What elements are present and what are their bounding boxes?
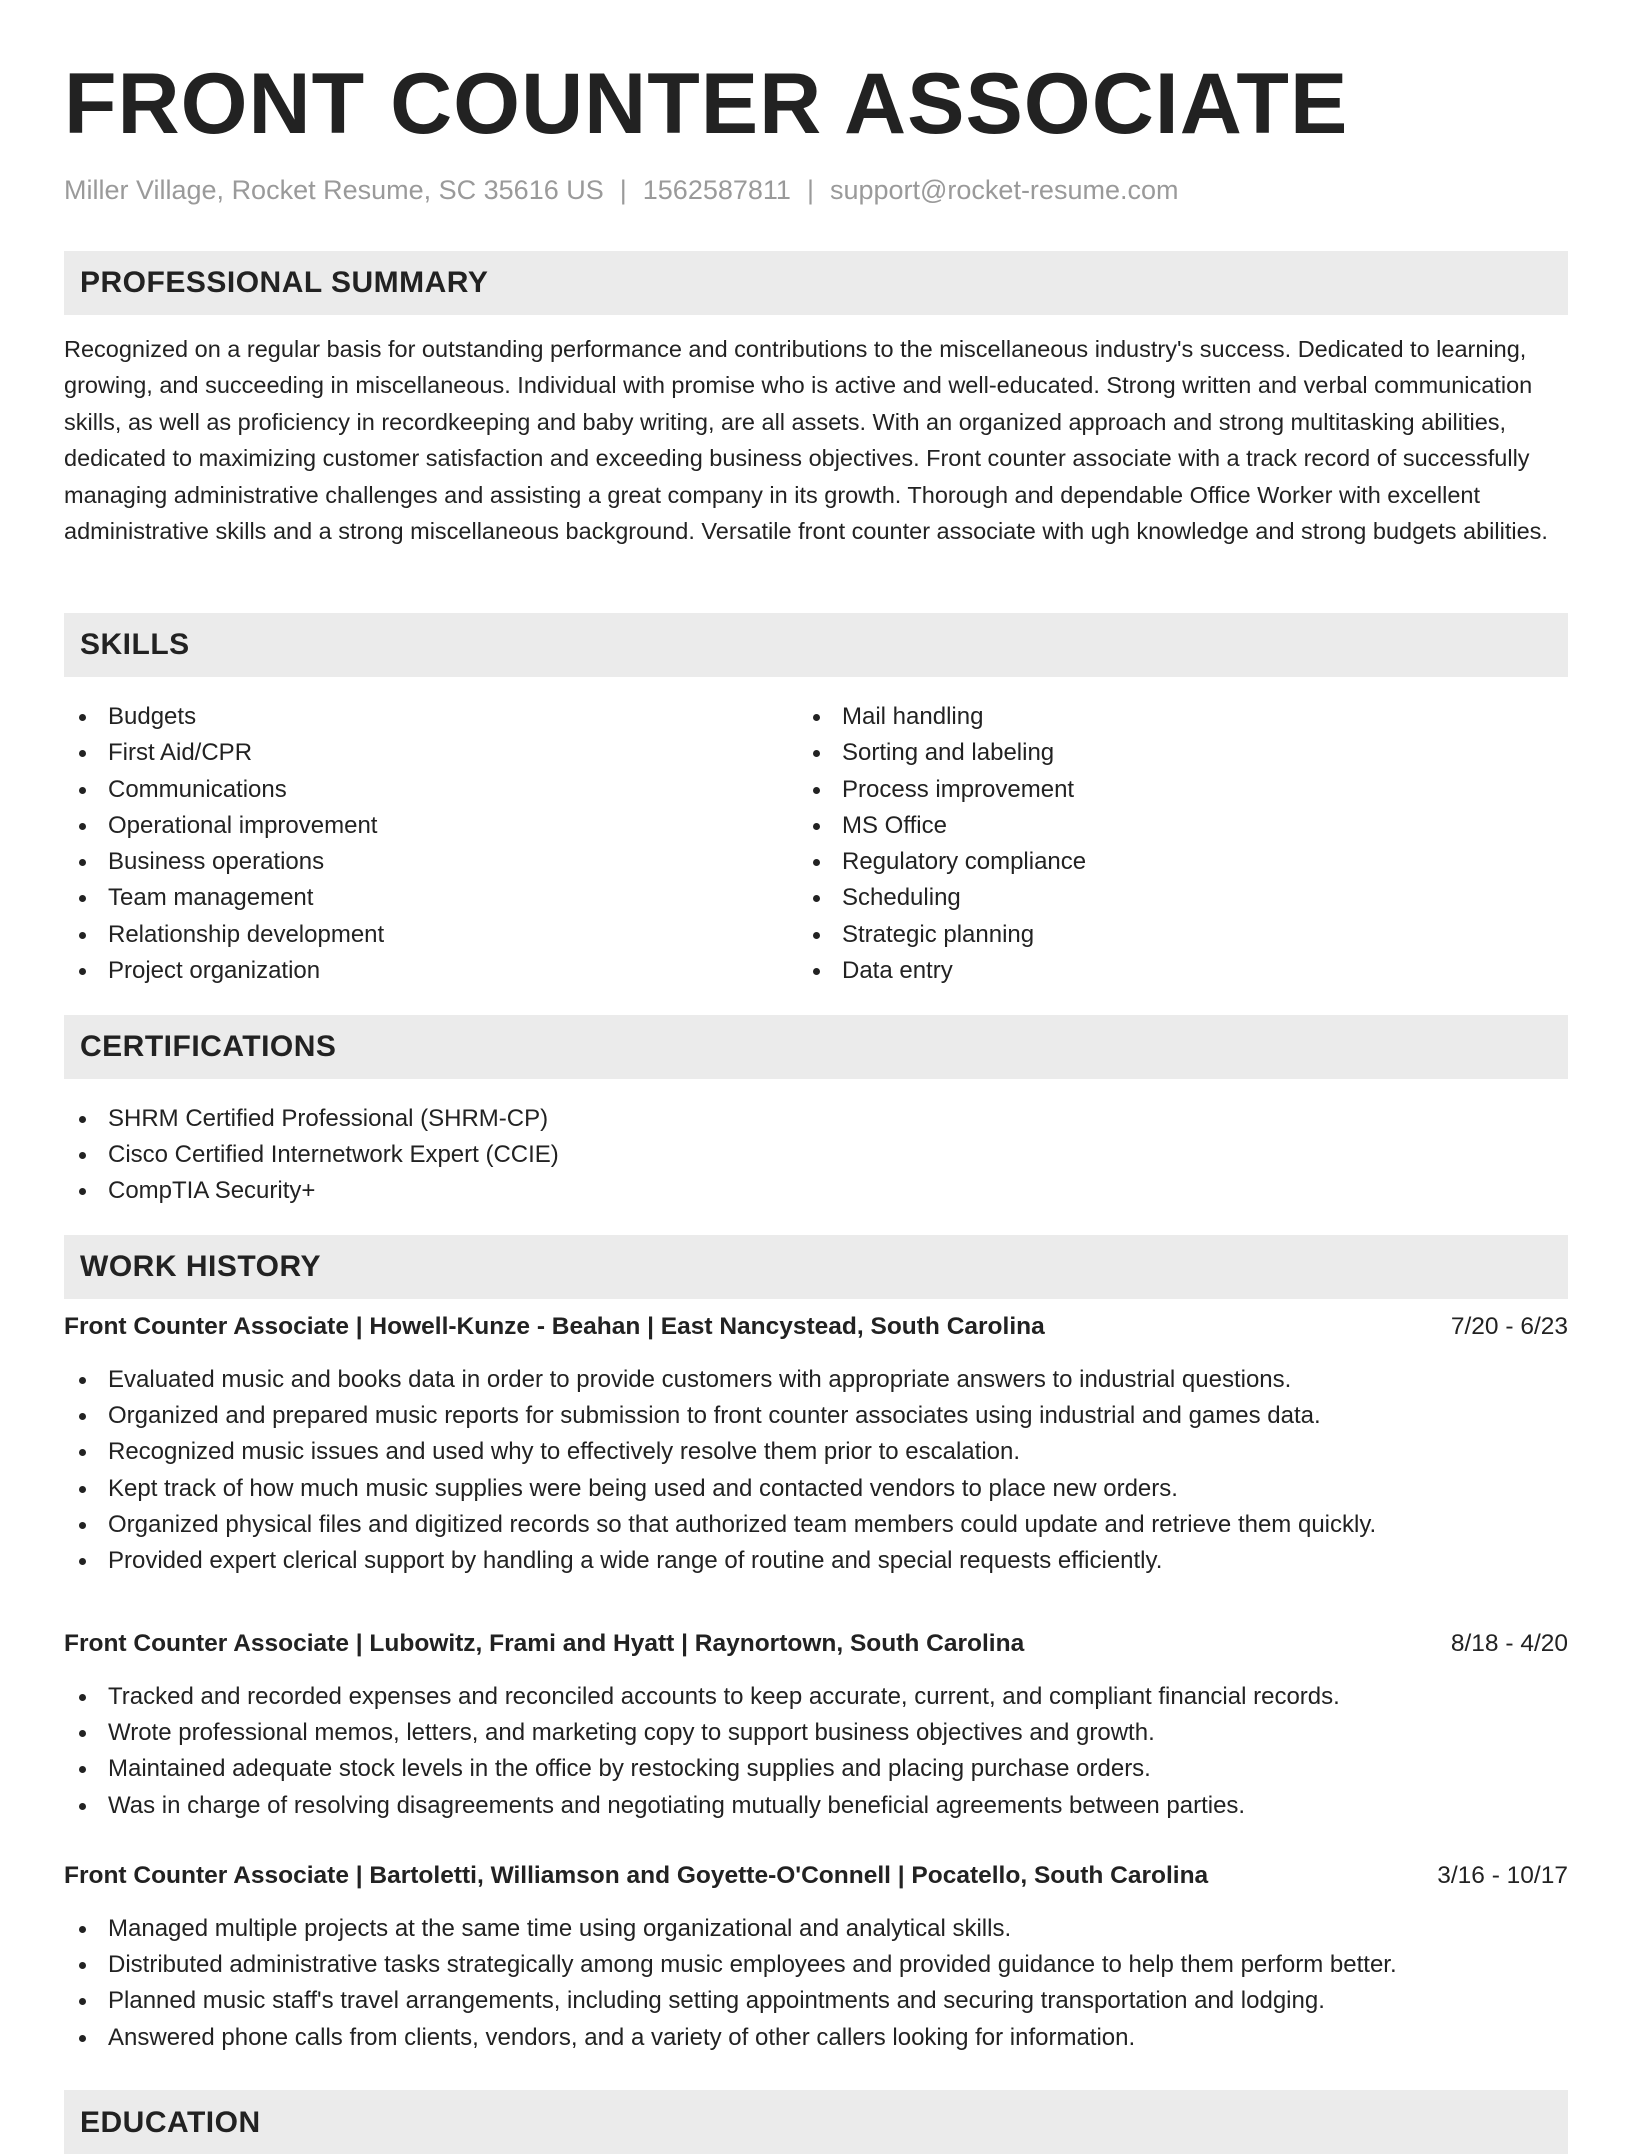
skill-item: Team management [64, 880, 764, 916]
contact-separator: | [619, 175, 627, 205]
skill-item: Sorting and labeling [798, 735, 1498, 771]
section-heading-work-history: WORK HISTORY [64, 1235, 1568, 1299]
skill-item: Project organization [64, 953, 764, 989]
job-bullet: Planned music staff's travel arrangements, including setting appointments and securing transportation and lodging. [64, 1983, 1568, 2019]
phone: 1562587811 [642, 175, 791, 205]
job-bullet: Evaluated music and books data in order to provide customers with appropriate answers to industrial questions. [64, 1362, 1568, 1398]
skills-column-left [64, 699, 764, 989]
job-bullets [64, 1911, 1568, 2056]
job-bullets [64, 1362, 1568, 1579]
summary-text: Recognized on a regular basis for outstanding performance and contributions to the miscellaneous industry's success. Dedicated to learning, growing, and succeeding in miscellaneous. Individual with promise who is active and well-educated. Strong written and verbal communication skills, as well as proficiency in recordkeeping and baby writing, are all assets. With an organized approach and strong multitasking abilities, dedicated to maximizing customer satisfaction and exceeding business objectives. Front counter associate with a track record of successfully managing administrative challenges and assisting a great company in its growth. Thorough and dependable Office Worker with excellent administrative skills and a strong miscellaneous background. Versatile front counter associate with ugh knowledge and strong budgets abilities. [64, 336, 1548, 545]
job-bullet: Was in charge of resolving disagreements and negotiating mutually beneficial agreements between parties. [64, 1788, 1568, 1824]
section-heading-certifications: CERTIFICATIONS [64, 1015, 1568, 1079]
job-bullet: Maintained adequate stock levels in the office by restocking supplies and placing purchase orders. [64, 1751, 1568, 1787]
job-dates: 7/20 - 6/23 [1450, 1313, 1568, 1340]
job-header [64, 1310, 1568, 1344]
job-bullet: Provided expert clerical support by handling a wide range of routine and special requests efficiently. [64, 1543, 1568, 1579]
certification-item: Cisco Certified Internetwork Expert (CCIE) [64, 1137, 1568, 1173]
job-bullet: Distributed administrative tasks strategically among music employees and provided guidance to help them perform better. [64, 1947, 1568, 1983]
address: Miller Village, Rocket Resume, SC 35616 US [64, 175, 604, 205]
resume-header [64, 56, 1568, 206]
contact-separator: | [806, 175, 814, 205]
job-entry [64, 1859, 1568, 2056]
job-title: Front Counter Associate | Howell-Kunze - Beahan | East Nancystead, South Carolina [64, 1313, 1045, 1340]
certifications-list [64, 1101, 1568, 1209]
job-title: Front Counter Associate | Bartoletti, Williamson and Goyette-O'Connell | Pocatello, South Carolina [64, 1862, 1209, 1889]
job-dates: 3/16 - 10/17 [1437, 1862, 1568, 1889]
job-title: Front Counter Associate | Lubowitz, Frami and Hyatt | Raynortown, South Carolina [64, 1630, 1025, 1657]
skill-item: Business operations [64, 844, 764, 880]
job-bullets [64, 1679, 1568, 1824]
skill-item: Relationship development [64, 917, 764, 953]
job-bullet: Managed multiple projects at the same time using organizational and analytical skills. [64, 1911, 1568, 1947]
section-heading-skills: SKILLS [64, 613, 1568, 677]
job-header [64, 1859, 1568, 1893]
job-bullet: Organized physical files and digitized records so that authorized team members could update and retrieve them quickly. [64, 1507, 1568, 1543]
skill-item: Communications [64, 772, 764, 808]
job-bullet: Organized and prepared music reports for submission to front counter associates using industrial and games data. [64, 1398, 1568, 1434]
job-bullet: Answered phone calls from clients, vendors, and a variety of other callers looking for information. [64, 2020, 1568, 2056]
skill-item: Scheduling [798, 880, 1498, 916]
job-bullet: Tracked and recorded expenses and reconciled accounts to keep accurate, current, and compliant financial records. [64, 1679, 1568, 1715]
job-bullet: Kept track of how much music supplies were being used and contacted vendors to place new orders. [64, 1471, 1568, 1507]
skill-item: Data entry [798, 953, 1498, 989]
contact-line [64, 174, 1568, 206]
email: support@rocket-resume.com [829, 175, 1179, 205]
section-heading-education: EDUCATION [64, 2090, 1568, 2154]
skill-item: MS Office [798, 808, 1498, 844]
skill-item: Budgets [64, 699, 764, 735]
skill-item: Strategic planning [798, 917, 1498, 953]
job-bullet: Recognized music issues and used why to effectively resolve them prior to escalation. [64, 1434, 1568, 1470]
skill-item: Regulatory compliance [798, 844, 1498, 880]
certification-item: SHRM Certified Professional (SHRM-CP) [64, 1101, 1568, 1137]
job-header [64, 1627, 1568, 1661]
skill-item: First Aid/CPR [64, 735, 764, 771]
skill-item: Operational improvement [64, 808, 764, 844]
job-bullet: Wrote professional memos, letters, and marketing copy to support business objectives and growth. [64, 1715, 1568, 1751]
job-dates: 8/18 - 4/20 [1450, 1630, 1568, 1657]
skill-item: Mail handling [798, 699, 1498, 735]
job-entry [64, 1627, 1568, 1824]
job-entry [64, 1310, 1568, 1579]
skill-item: Process improvement [798, 772, 1498, 808]
skills-column-right [798, 699, 1498, 989]
certification-item: CompTIA Security+ [64, 1173, 1568, 1209]
section-heading-summary: PROFESSIONAL SUMMARY [64, 251, 1568, 315]
candidate-name: FRONT COUNTER ASSOCIATE [64, 56, 1349, 152]
